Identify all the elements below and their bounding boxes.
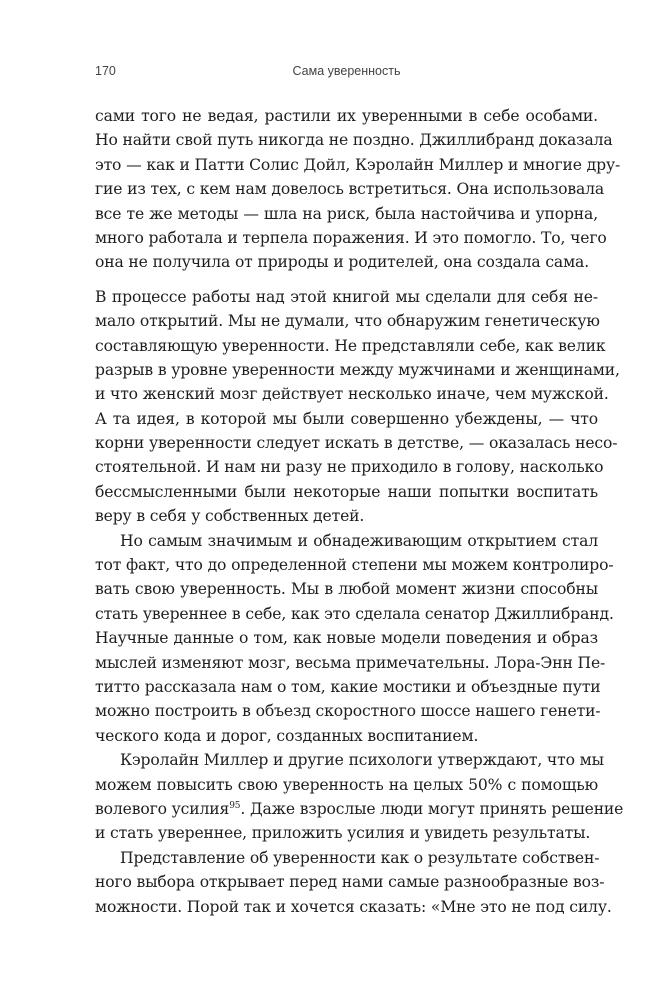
text-line: стоятельной. И нам ни разу не приходило в голову, насколько [95,458,604,477]
text-line: вать свою уверенность. Мы в любой момент жизни способны [95,580,598,599]
text-line: А та идея, в которой мы были совершенно убеждены, — что [95,409,598,428]
text-line: Но найти свой путь никогда не поздно. Джиллибранд доказала [95,131,613,150]
text-line: сами того не ведая, растили их уверенными в себе особами. [95,107,598,125]
text-line: все те же методы — шла на риск, была настойчива и упорна, [95,204,598,223]
text-line: ного выбора открывает перед нами самые разнообразные воз- [95,873,605,892]
text-line: титто рассказала нам о том, какие мостики и объездные пути [95,677,601,696]
page-number: 170 [95,64,116,78]
text-line: Представление об уверенности как о результате собствен- [120,848,600,867]
paragraph [95,846,612,919]
running-header [95,64,598,84]
text-line: она не получила от природы и родителей, она создала сама. [95,253,590,272]
paragraph [95,529,614,749]
text-line: стать увереннее в себе, как это сделала сенатор Джиллибранд. [95,604,614,623]
text-line: волевого усилия$^{95}$. Даже взрослые люди могут принять решение [95,799,624,818]
text-line: мыслей изменяют мозг, весьма примечательны. Лора-Энн Пе- [95,653,606,672]
text-line: можно построить в объезд скоростного шоссе нашего генети- [95,702,601,721]
text-line: бессмысленными были некоторые наши попытки воспитать [95,482,598,501]
text-line: В процессе работы над этой книгой мы сделали для себя не- [95,287,598,306]
text-line: мало открытий. Мы не думали, что обнаружим генетическую [95,312,600,331]
text-line: гие из тех, с кем нам довелось встретиться. Она использовала [95,180,605,199]
text-line: можности. Порой так и хочется сказать: «Мне это не под силу. [95,897,612,916]
footnote-ref[interactable]: 95 [229,800,241,811]
text-line: разрыв в уровне уверенности между мужчинами и женщинами, [95,360,620,379]
text-line: и стать увереннее, приложить усилия и увидеть результаты. [95,824,591,843]
body-text [95,104,624,919]
paragraph [95,285,620,529]
text-line: тот факт, что до определенной степени мы можем контролиро- [95,556,614,575]
text-line: и что женский мозг действует несколько иначе, чем мужской. [95,385,609,404]
text-line: составляющую уверенности. Не представляли себе, как велик [95,336,606,355]
paragraph [95,748,624,846]
text-line: можем повысить свою уверенность на целых 50% с помощью [95,775,598,794]
text-line: корни уверенности следует искать в детстве, — оказалась несо- [95,434,618,453]
text-line: ческого кода и дорог, созданных воспитанием. [95,726,479,745]
running-title: Сама уверенность [292,64,401,78]
text-line: это — как и Патти Солис Дойл, Кэролайн Миллер и многие дру- [95,155,621,174]
text-line: веру в себя у собственных детей. [95,507,365,526]
text-line: Кэролайн Миллер и другие психологи утверждают, что мы [120,751,604,770]
text-line: много работала и терпела поражения. И это помогло. То, чего [95,228,607,247]
text-line: Научные данные о том, как новые модели поведения и образ [95,629,598,648]
text-line: Но самым значимым и обнадеживающим открытием стал [120,531,598,550]
paragraph [95,104,621,275]
